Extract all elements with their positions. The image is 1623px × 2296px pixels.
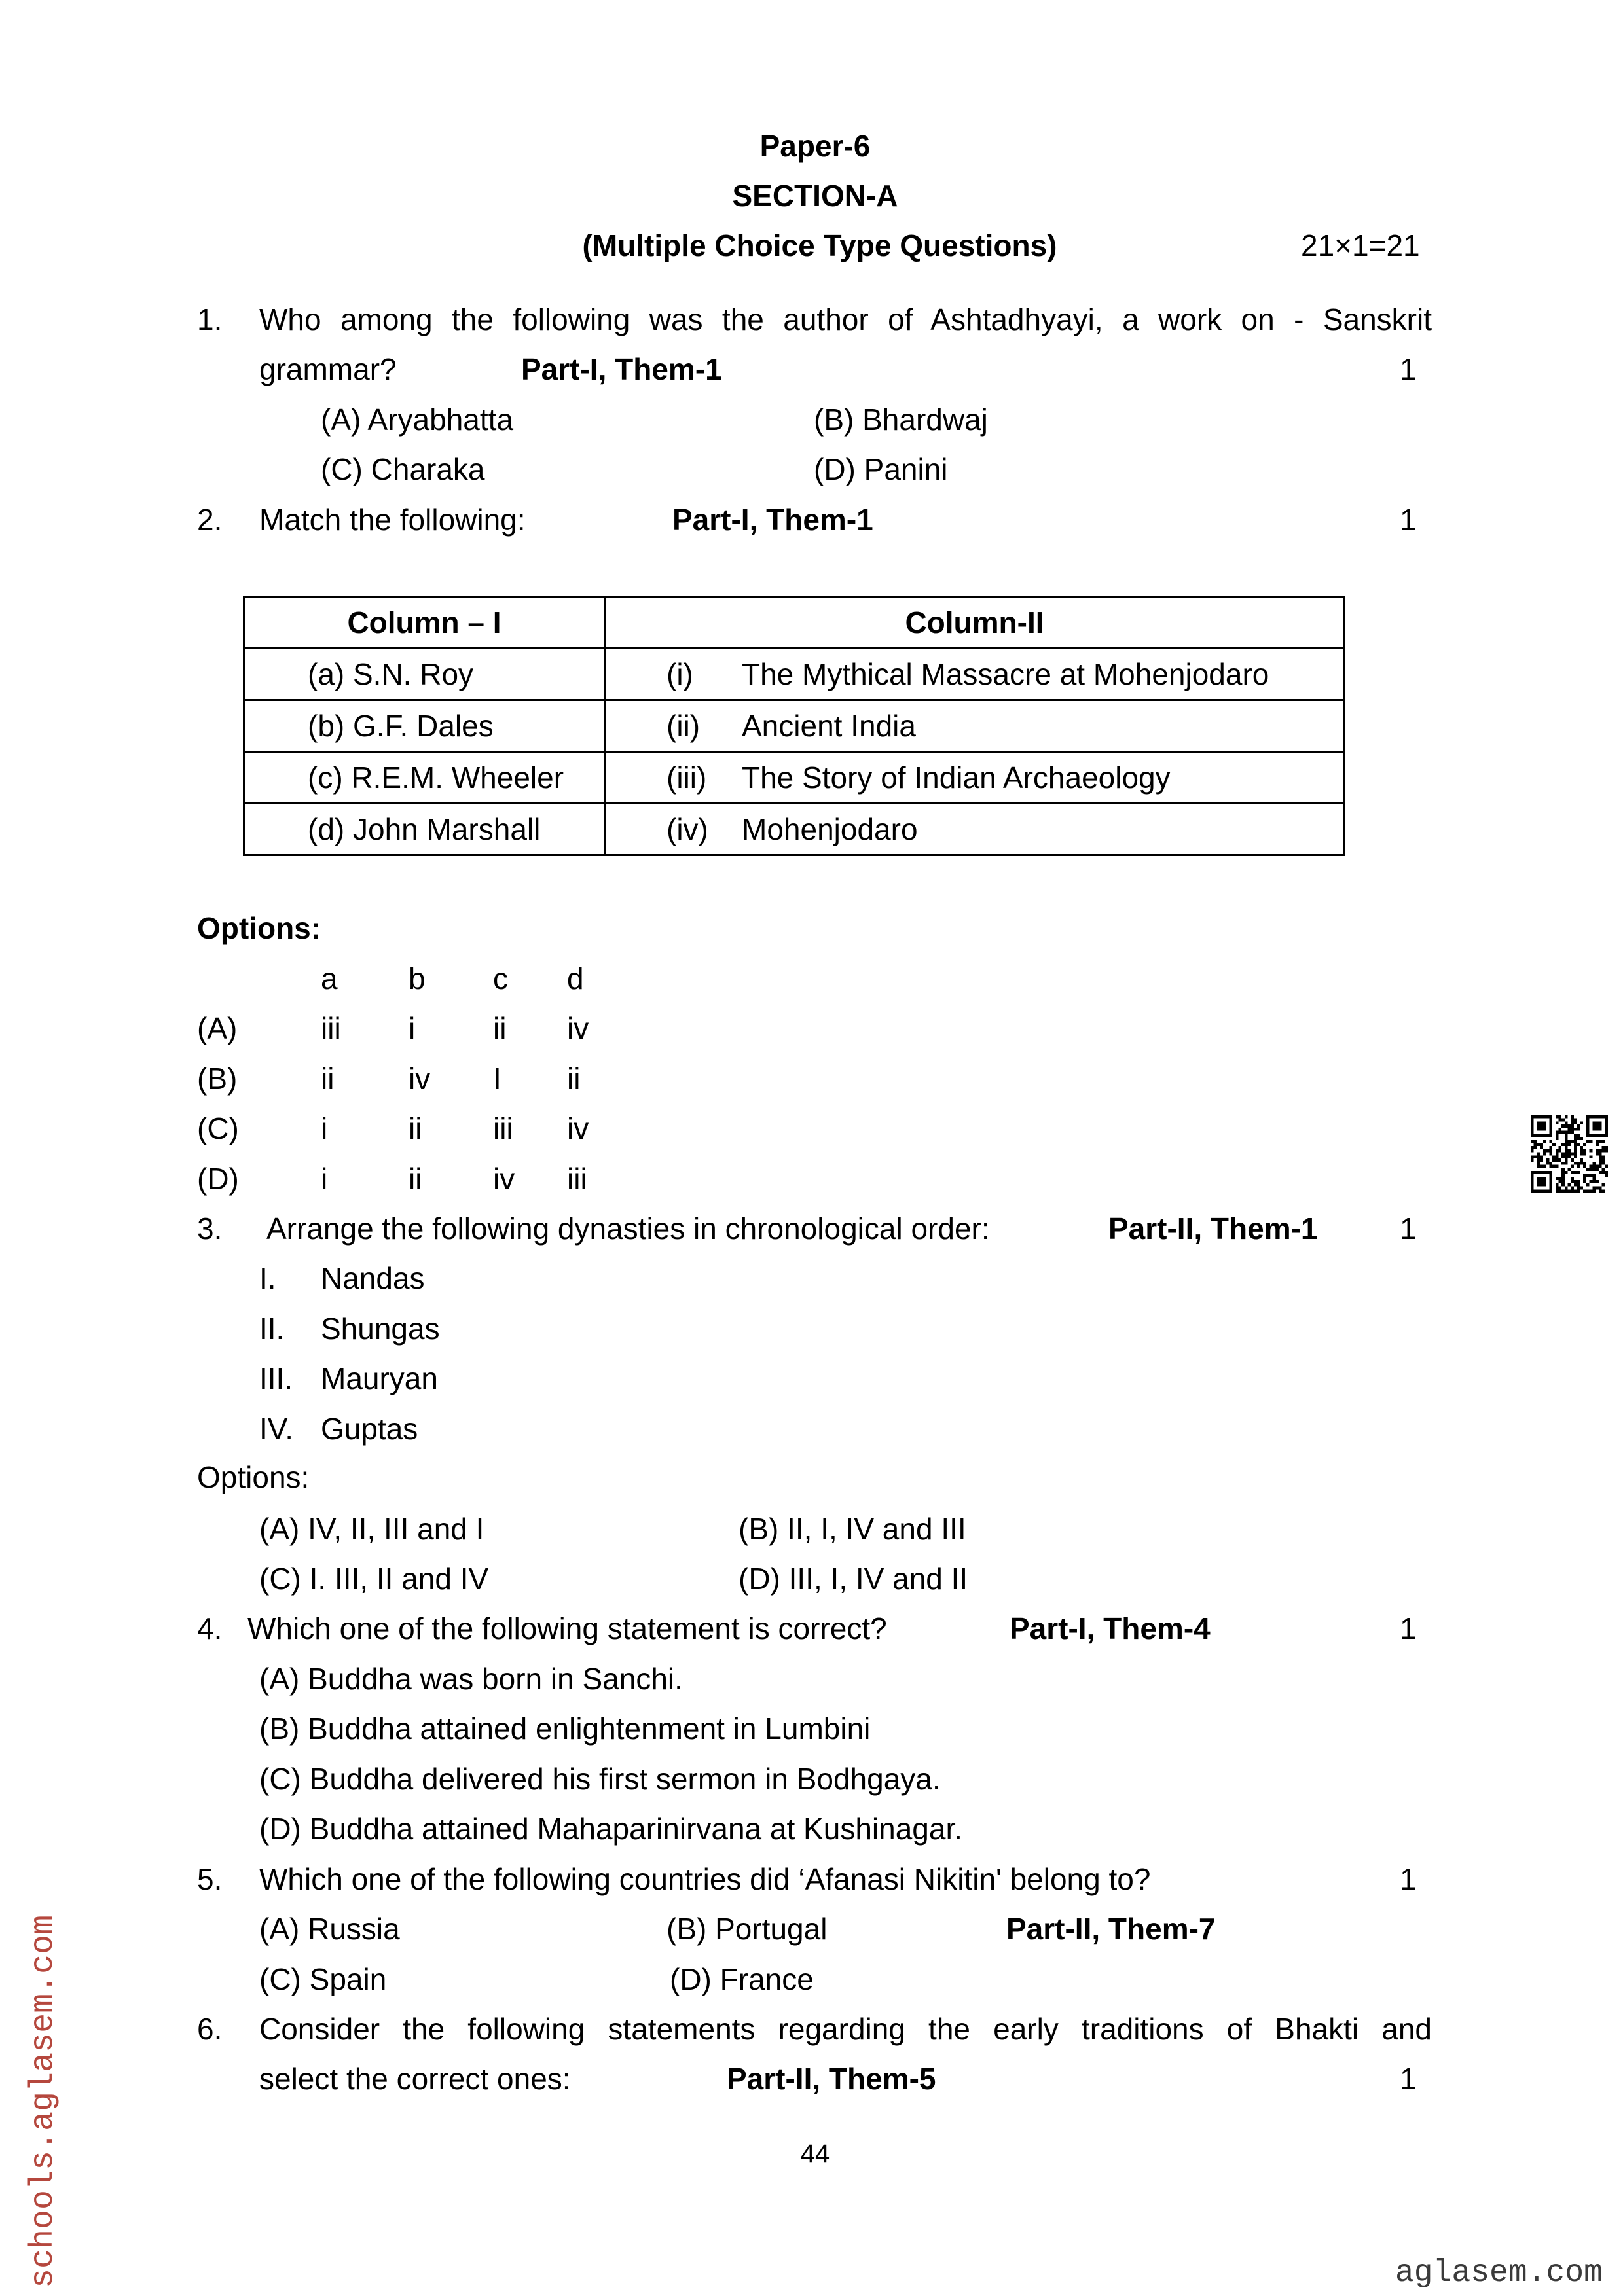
table-cell-right [605, 649, 1345, 700]
question-marks: 1 [1400, 503, 1417, 537]
option-a-value: ii [493, 1011, 507, 1045]
question-reference: Part-II, Them-5 [727, 2062, 936, 2096]
option-d: (D) III, I, IV and II [739, 1562, 968, 1596]
question-number: 2. [197, 503, 223, 537]
option-c-value: iv [567, 1111, 589, 1145]
option-c: (C) Spain [259, 1962, 387, 1996]
question-marks: 1 [1400, 2062, 1417, 2096]
question-text: Arrange the following dynasties in chronological order: [266, 1211, 990, 1246]
item-numeral: II. [259, 1312, 285, 1346]
item-name: Mauryan [321, 1361, 438, 1395]
table-cell-right [605, 804, 1345, 855]
option-b: (B) II, I, IV and III [739, 1512, 966, 1546]
section-title: SECTION-A [732, 179, 898, 213]
option-a-value: i [409, 1011, 416, 1045]
question-reference: Part-I, Them-1 [521, 352, 722, 386]
question-number: 6. [197, 2012, 223, 2046]
qr-finder-top-right [1586, 1115, 1608, 1137]
match-table [243, 596, 1345, 856]
question-marks: 1 [1400, 1611, 1417, 1645]
question-reference: Part-I, Them-1 [672, 503, 873, 537]
question-text-line-1: Consider the following statements regarding the early traditions of Bhakti and [259, 2012, 1432, 2046]
item-numeral: I. [259, 1261, 276, 1295]
question-marks: 1 [1400, 352, 1417, 386]
question-marks: 1 [1400, 1862, 1417, 1896]
option-d-value: i [321, 1162, 328, 1196]
section-subtitle: (Multiple Choice Type Questions) [582, 228, 1057, 262]
option-a: (A) Russia [259, 1912, 400, 1946]
option-b-value: iv [409, 1062, 431, 1096]
table-cell-left: (c) R.E.M. Wheeler [244, 752, 605, 804]
table-row [244, 700, 1345, 752]
marks-scheme: 21×1=21 [1301, 228, 1420, 262]
table-header-row [244, 597, 1345, 649]
option-a-value: iii [321, 1011, 341, 1045]
match-table-container [243, 596, 1345, 856]
row-numeral: (iv) [666, 812, 708, 846]
qr-code [1531, 1115, 1608, 1193]
option-d-value: iv [493, 1162, 515, 1196]
option-b-value: ii [321, 1062, 335, 1096]
options-column-header: a [321, 961, 338, 996]
page-number: 44 [800, 2140, 830, 2168]
table-row [244, 804, 1345, 855]
watermark-bottom-right: aglasem.com [1395, 2255, 1603, 2291]
question-number: 5. [197, 1862, 223, 1896]
column-2-header: Column-II [605, 597, 1345, 649]
option-b-label: (B) [197, 1062, 238, 1096]
question-number: 3. [197, 1211, 223, 1246]
table-row [244, 752, 1345, 804]
item-numeral: IV. [259, 1412, 294, 1446]
option-b: (B) Bhardwaj [814, 403, 988, 437]
row-text: The Story of Indian Archaeology [742, 761, 1171, 795]
paper-title: Paper-6 [759, 129, 871, 163]
option-d: (D) Panini [814, 452, 948, 486]
option-c: (C) Charaka [321, 452, 485, 486]
qr-finder-top-left [1531, 1115, 1552, 1137]
options-label: Options: [197, 1460, 310, 1494]
question-text: Which one of the following countries did ‘Afanasi Nikitin' belong to? [259, 1862, 1151, 1896]
row-text: Ancient India [742, 709, 916, 743]
item-name: Nandas [321, 1261, 425, 1295]
item-name: Shungas [321, 1312, 440, 1346]
options-column-header: d [567, 961, 584, 996]
options-column-header: c [493, 961, 508, 996]
question-marks: 1 [1400, 1211, 1417, 1246]
question-text-line-2: grammar? [259, 352, 397, 386]
option-d-value: iii [567, 1162, 587, 1196]
option-a-value: iv [567, 1011, 589, 1045]
option-c: (C) I. III, II and IV [259, 1562, 489, 1596]
row-text: Mohenjodaro [742, 812, 918, 846]
qr-finder-bottom-left [1531, 1171, 1552, 1193]
question-text-line-2: select the correct ones: [259, 2062, 571, 2096]
table-cell-left: (d) John Marshall [244, 804, 605, 855]
table-cell-right [605, 700, 1345, 752]
option-a: (A) Aryabhatta [321, 403, 514, 437]
row-numeral: (i) [666, 657, 693, 691]
table-row [244, 649, 1345, 700]
question-number: 1. [197, 302, 223, 336]
option-b-value: ii [567, 1062, 581, 1096]
question-text: Which one of the following statement is correct? [247, 1611, 887, 1645]
options-label: Options: [197, 911, 321, 945]
table-cell-left: (a) S.N. Roy [244, 649, 605, 700]
option-d-value: ii [409, 1162, 422, 1196]
option-c-value: iii [493, 1111, 513, 1145]
question-reference: Part-II, Them-7 [1006, 1912, 1216, 1946]
item-name: Guptas [321, 1412, 418, 1446]
watermark-vertical: schools.aglasem.com [25, 1914, 62, 2288]
option-b: (B) Buddha attained enlightenment in Lumbini [259, 1712, 871, 1746]
option-d: (D) France [670, 1962, 814, 1996]
row-numeral: (ii) [666, 709, 701, 743]
column-1-header: Column – I [244, 597, 605, 649]
option-a: (A) Buddha was born in Sanchi. [259, 1662, 683, 1696]
option-b-value: I [493, 1062, 501, 1096]
question-reference: Part-II, Them-1 [1108, 1211, 1318, 1246]
question-text: Match the following: [259, 503, 526, 537]
question-number: 4. [197, 1611, 223, 1645]
option-b: (B) Portugal [666, 1912, 828, 1946]
option-d-label: (D) [197, 1162, 239, 1196]
option-a: (A) IV, II, III and I [259, 1512, 484, 1546]
option-c-value: i [321, 1111, 328, 1145]
option-d: (D) Buddha attained Mahaparinirvana at Kushinagar. [259, 1812, 963, 1846]
option-c-label: (C) [197, 1111, 239, 1145]
row-numeral: (iii) [666, 761, 707, 795]
question-reference: Part-I, Them-4 [1010, 1611, 1211, 1645]
option-a-label: (A) [197, 1011, 238, 1045]
option-c: (C) Buddha delivered his first sermon in Bodhgaya. [259, 1762, 941, 1796]
item-numeral: III. [259, 1361, 293, 1395]
question-text-line-1: Who among the following was the author of Ashtadhyayi, a work on - Sanskrit [259, 302, 1432, 336]
option-c-value: ii [409, 1111, 422, 1145]
options-column-header: b [409, 961, 426, 996]
table-cell-left: (b) G.F. Dales [244, 700, 605, 752]
table-cell-right [605, 752, 1345, 804]
row-text: The Mythical Massacre at Mohenjodaro [742, 657, 1269, 691]
